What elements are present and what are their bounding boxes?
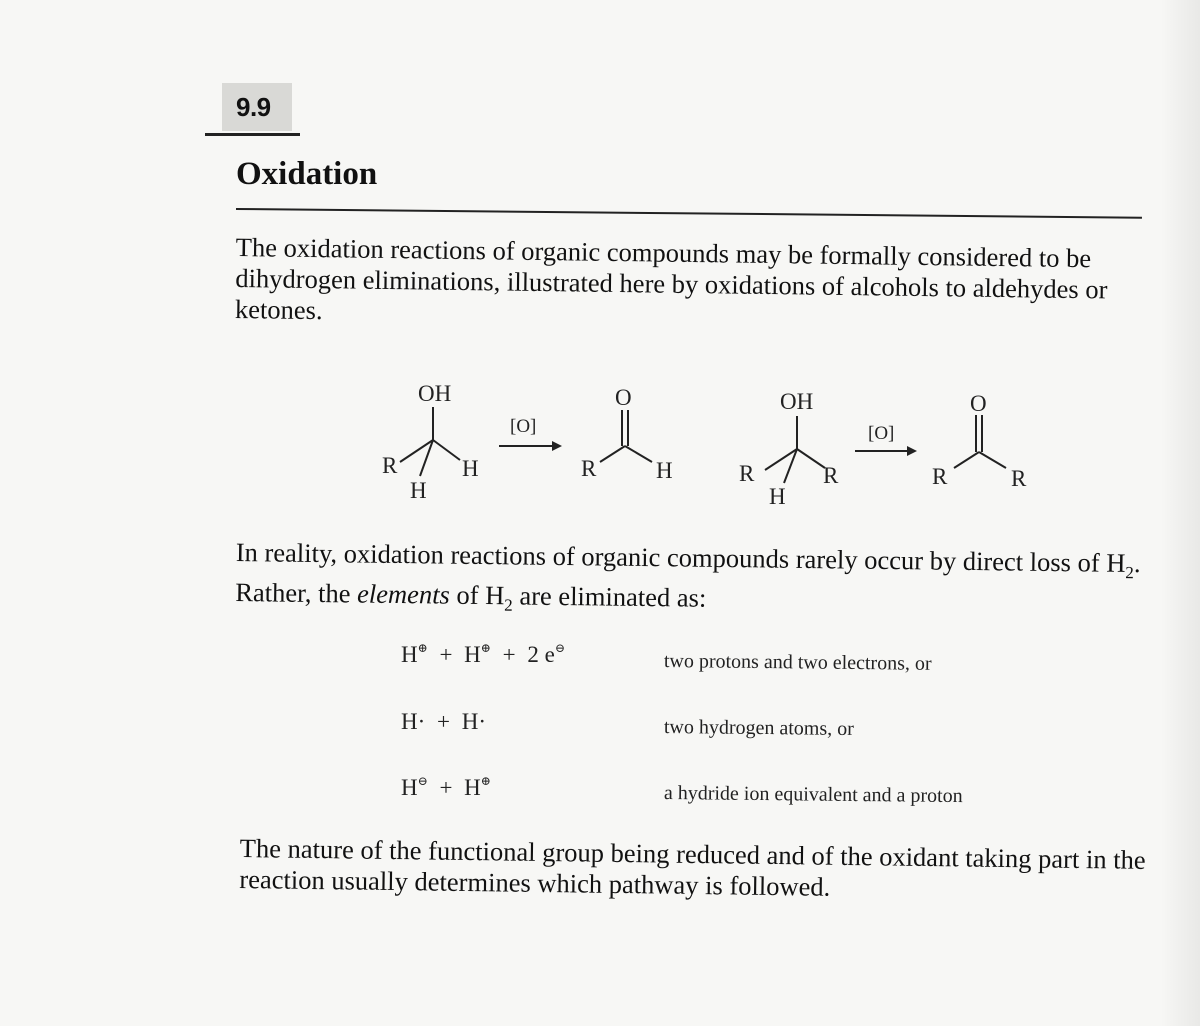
positive-charge-icon: ⊕ — [417, 641, 428, 655]
section-title: Oxidation — [236, 156, 378, 192]
reality-subscript-2: 2 — [504, 595, 513, 615]
secondary-alcohol-structure — [765, 416, 825, 483]
ketone-o-label: O — [970, 391, 987, 416]
proton-symbol: H — [464, 642, 481, 667]
reality-text-1: In reality, oxidation reactions of organic compounds rarely occur by direct loss of H — [235, 537, 1126, 578]
negative-charge-icon: ⊖ — [554, 641, 565, 655]
plus-sign: + — [437, 709, 451, 734]
reality-text-3: of H — [449, 579, 505, 611]
pathway-equation-hydride-proton — [401, 774, 491, 801]
oxidant-label-2: [O] — [868, 423, 895, 444]
oxidant-label-1: [O] — [510, 416, 537, 437]
hydride-symbol: H — [401, 775, 418, 800]
section-number: 9.9 — [236, 92, 271, 122]
reaction-arrow-2 — [855, 446, 917, 456]
ketone-r-right-label: R — [1011, 466, 1027, 491]
negative-charge-icon: ⊖ — [417, 774, 428, 788]
plus-sign: + — [439, 775, 453, 800]
intro-paragraph: The oxidation reactions of organic compounds may be formally considered to be dihydrogen eliminations, illustrated here by oxidations of alcohols to aldehydes or ketones. — [234, 232, 1108, 326]
pathway-description-hydrogen-atoms: two hydrogen atoms, or — [663, 716, 854, 740]
reactant2-oh-label: OH — [780, 389, 814, 414]
positive-charge-icon: ⊕ — [480, 774, 491, 788]
pathway-description-protons-electrons: two protons and two electrons, or — [663, 650, 932, 675]
reactant2-r-left-label: R — [739, 461, 755, 486]
reality-paragraph — [235, 537, 1156, 629]
pathway-equation-hydrogen-atoms — [401, 709, 486, 735]
ketone-r-left-label: R — [932, 464, 948, 489]
reactant1-oh-label: OH — [418, 381, 452, 406]
reactant1-h-right-label: H — [462, 456, 479, 481]
proton-symbol: H — [401, 642, 418, 667]
reality-subscript-1: 2 — [1125, 563, 1134, 583]
aldehyde-r-label: R — [581, 456, 597, 481]
ketone-structure — [954, 415, 1006, 468]
reality-emphasis: elements — [356, 578, 451, 610]
electrons-symbol: 2 e — [527, 642, 555, 667]
hydrogen-atom-symbol: H· — [461, 709, 487, 734]
reactant1-r-label: R — [382, 453, 398, 478]
plus-sign: + — [502, 642, 516, 667]
pathway-description-hydride-proton: a hydride ion equivalent and a proton — [663, 782, 963, 808]
pathway-equation-protons-electrons — [401, 641, 565, 668]
proton-symbol: H — [464, 775, 481, 800]
plus-sign: + — [439, 642, 453, 667]
reactant1-h-bottom-label: H — [410, 478, 427, 503]
conclusion-paragraph: The nature of the functional group being reduced and of the oxidant taking part in the reaction usually determines which pathway is followed. — [239, 833, 1146, 902]
aldehyde-structure — [600, 410, 652, 462]
primary-alcohol-structure — [400, 407, 460, 476]
aldehyde-o-label: O — [615, 385, 632, 410]
hydrogen-atom-symbol: H· — [401, 709, 426, 734]
positive-charge-icon: ⊕ — [480, 641, 491, 655]
reactant2-h-bottom-label: H — [769, 484, 786, 509]
reactant2-r-right-label: R — [823, 463, 839, 488]
reality-text-2: . Rather, the — [235, 547, 1141, 609]
reality-text-4: are eliminated as: — [512, 580, 707, 614]
aldehyde-h-label: H — [656, 458, 673, 483]
reaction-arrow-1 — [499, 441, 562, 451]
